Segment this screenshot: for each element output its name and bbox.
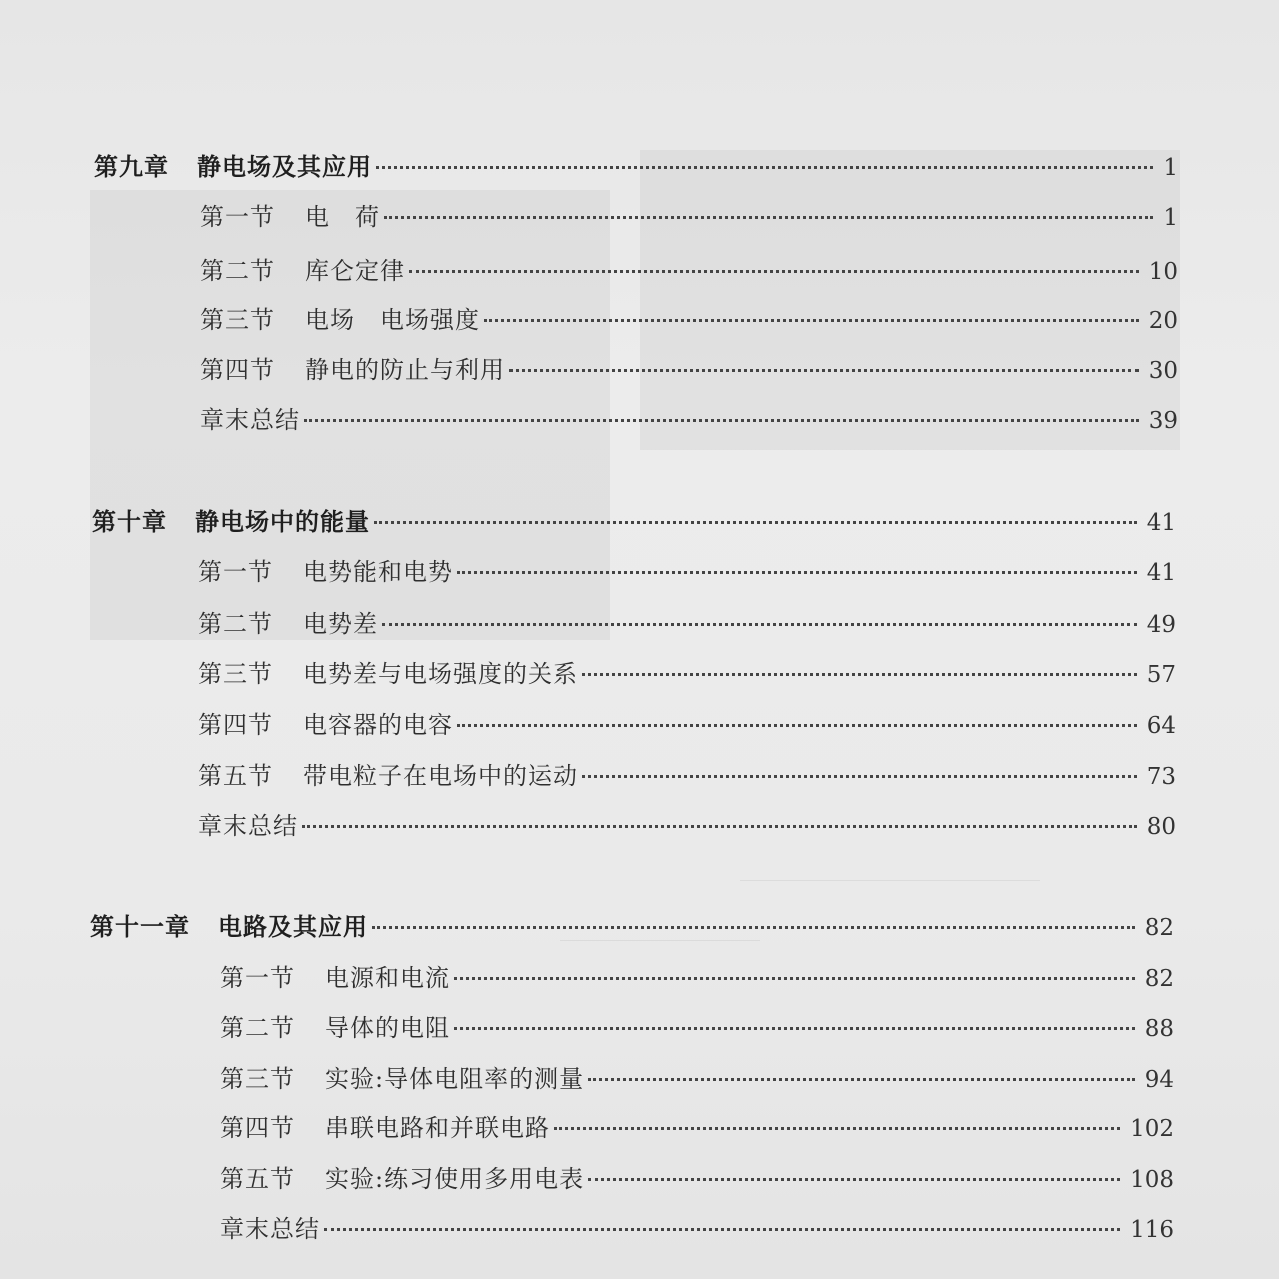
section-title: 串联电路和并联电路: [325, 1114, 550, 1142]
page-number: 116: [1130, 1217, 1174, 1243]
page-number: 49: [1146, 612, 1176, 638]
dot-leader: [588, 1078, 1135, 1081]
dot-leader: [588, 1178, 1120, 1181]
section-label: 第三节: [220, 1065, 295, 1093]
page-number: 39: [1148, 408, 1178, 434]
section-label: 第二节: [220, 1014, 295, 1042]
toc-section-row[interactable]: [198, 659, 1176, 690]
toc-section-row[interactable]: [200, 202, 1178, 233]
page-number: 1: [1163, 205, 1178, 231]
section-label: 第二节: [200, 257, 275, 285]
section-label: 第一节: [198, 558, 273, 586]
toc-chapter-row[interactable]: [94, 152, 1178, 183]
toc-section-row[interactable]: [220, 1113, 1174, 1144]
toc-section-row[interactable]: [220, 963, 1174, 994]
dot-leader: [324, 1228, 1120, 1231]
section-title: 章末总结: [220, 1215, 320, 1243]
section-title: 电 荷: [305, 203, 380, 231]
toc-chapter-row[interactable]: [92, 507, 1176, 538]
section-title: 章末总结: [200, 406, 300, 434]
dot-leader: [582, 673, 1137, 676]
dot-leader: [454, 977, 1135, 980]
toc-section-row[interactable]: [220, 1164, 1174, 1195]
dot-leader: [484, 319, 1139, 322]
section-label: 第一节: [200, 203, 275, 231]
page-number: 30: [1148, 358, 1178, 384]
toc-section-row[interactable]: [200, 355, 1178, 386]
page-number: 1: [1163, 155, 1178, 181]
toc-section-row[interactable]: [200, 405, 1178, 436]
toc-section-row[interactable]: [220, 1214, 1174, 1245]
section-title: 实验:练习使用多用电表: [325, 1165, 585, 1193]
page-number: 88: [1144, 1016, 1174, 1042]
page-number: 108: [1130, 1167, 1174, 1193]
chapter-label: 第十一章: [90, 913, 190, 941]
dot-leader: [457, 724, 1137, 727]
toc-section-row[interactable]: [220, 1064, 1174, 1095]
chapter-label: 第十章: [92, 508, 167, 536]
dot-leader: [409, 270, 1139, 273]
dot-leader: [509, 369, 1139, 372]
chapter-title: 静电场中的能量: [195, 508, 370, 536]
dot-leader: [374, 521, 1137, 524]
section-title: 带电粒子在电场中的运动: [303, 762, 578, 790]
toc-section-row[interactable]: [198, 609, 1176, 640]
page-number: 20: [1148, 308, 1178, 334]
toc-section-row[interactable]: [220, 1013, 1174, 1044]
section-label: 第一节: [220, 964, 295, 992]
page-number: 73: [1146, 764, 1176, 790]
section-title: 静电的防止与利用: [305, 356, 505, 384]
section-label: 第五节: [220, 1165, 295, 1193]
page-number: 94: [1144, 1067, 1174, 1093]
section-title: 电容器的电容: [303, 711, 453, 739]
section-title: 电势差与电场强度的关系: [303, 660, 578, 688]
section-label: 第四节: [200, 356, 275, 384]
dot-leader: [376, 166, 1153, 169]
toc-section-row[interactable]: [198, 710, 1176, 741]
page-number: 82: [1144, 966, 1174, 992]
section-title: 导体的电阻: [325, 1014, 450, 1042]
dot-leader: [454, 1027, 1135, 1030]
dot-leader: [384, 216, 1153, 219]
page-number: 64: [1146, 713, 1176, 739]
page-number: 10: [1148, 259, 1178, 285]
page-number: 80: [1146, 814, 1176, 840]
toc-section-row[interactable]: [198, 557, 1176, 588]
toc-section-row[interactable]: [200, 305, 1178, 336]
section-label: 第二节: [198, 610, 273, 638]
section-label: 第三节: [200, 306, 275, 334]
section-label: 第四节: [220, 1114, 295, 1142]
dot-leader: [457, 571, 1137, 574]
section-label: 第四节: [198, 711, 273, 739]
page-number: 82: [1144, 915, 1174, 941]
section-label: 第五节: [198, 762, 273, 790]
section-title: 实验:导体电阻率的测量: [325, 1065, 585, 1093]
page-number: 57: [1146, 662, 1176, 688]
section-title: 电势差: [303, 610, 378, 638]
toc-section-row[interactable]: [198, 761, 1176, 792]
chapter-label: 第九章: [94, 153, 169, 181]
chapter-title: 静电场及其应用: [197, 153, 372, 181]
toc-section-row[interactable]: [200, 256, 1178, 287]
section-title: 电源和电流: [325, 964, 450, 992]
page-number: 102: [1130, 1116, 1174, 1142]
chapter-title: 电路及其应用: [218, 913, 368, 941]
dot-leader: [382, 623, 1137, 626]
page-number: 41: [1146, 560, 1176, 586]
section-title: 库仑定律: [305, 257, 405, 285]
dot-leader: [554, 1127, 1120, 1130]
section-title: 章末总结: [198, 812, 298, 840]
toc-section-row[interactable]: [198, 811, 1176, 842]
section-title: 电场 电场强度: [305, 306, 480, 334]
section-label: 第三节: [198, 660, 273, 688]
dot-leader: [372, 926, 1135, 929]
dot-leader: [304, 419, 1139, 422]
dot-leader: [302, 825, 1137, 828]
section-title: 电势能和电势: [303, 558, 453, 586]
dot-leader: [582, 775, 1137, 778]
toc-chapter-row[interactable]: [90, 912, 1174, 943]
page-number: 41: [1146, 510, 1176, 536]
